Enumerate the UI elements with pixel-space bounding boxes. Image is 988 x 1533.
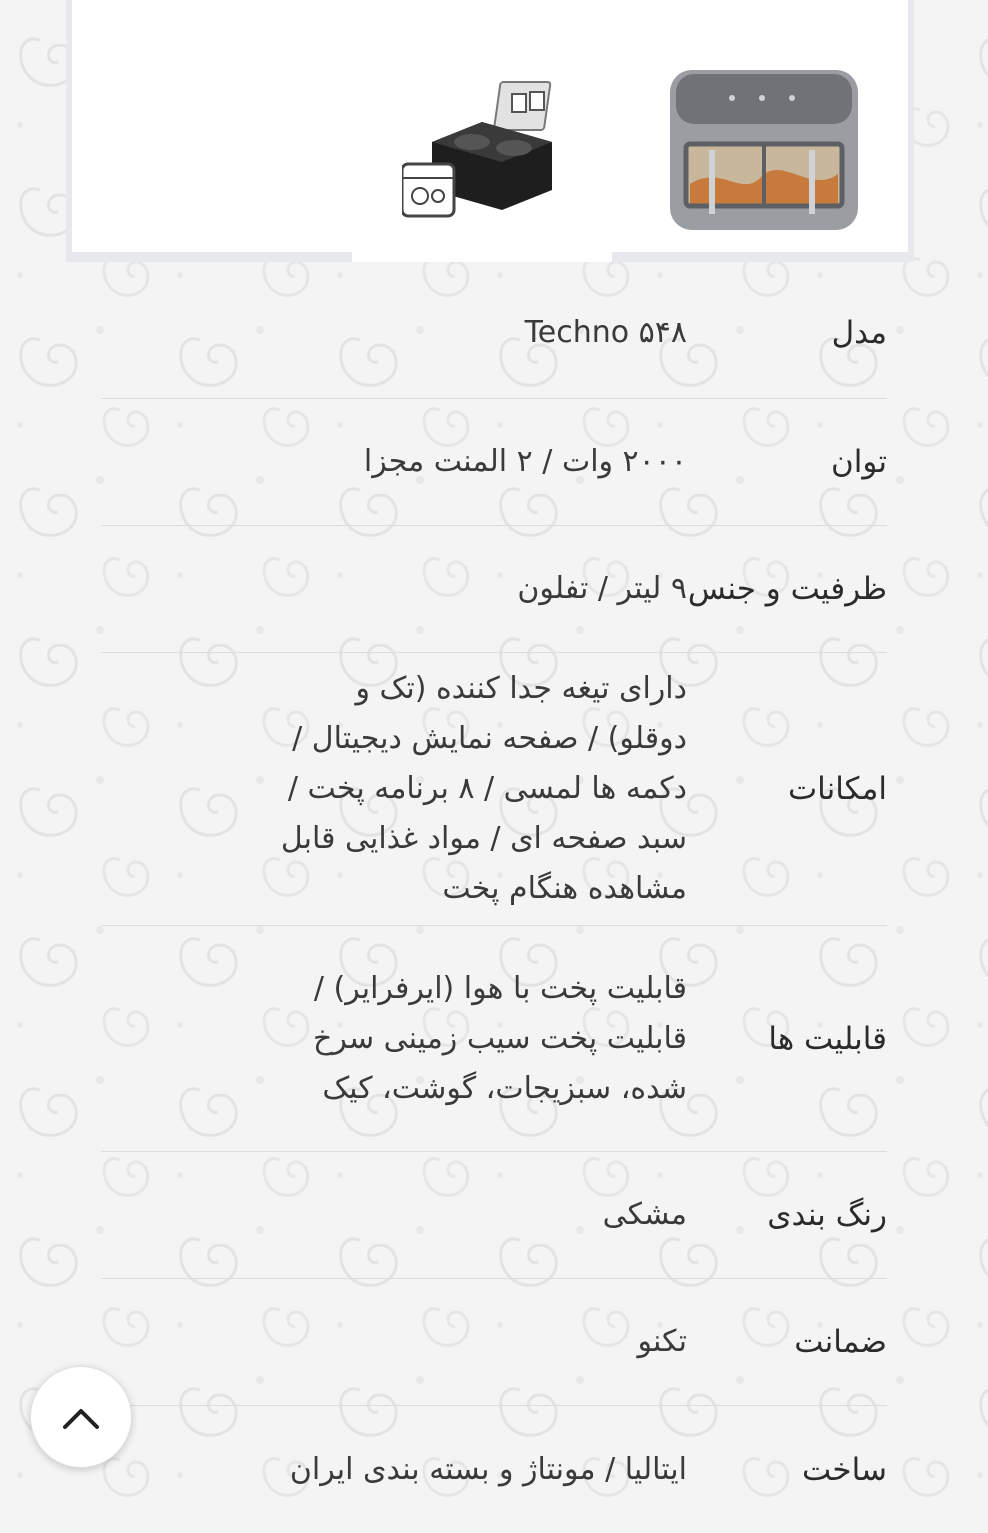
spec-label: قابلیت ها xyxy=(768,1020,887,1057)
spec-value: ۲۰۰۰ وات / ۲ المنت مجزا xyxy=(363,444,687,479)
spec-value: دارای تیغه جدا کننده (تک و دوقلو) / صفحه نمایش دیجیتال / دکمه ها لمسی / ۸ برنامه پخت / سبد صفحه ای / مواد غذایی قابل مشاهده هنگام پخت xyxy=(280,671,687,906)
model-value: Techno ۵۴۸ xyxy=(524,315,687,350)
panel-bottom-border xyxy=(72,252,352,262)
spec-row-model xyxy=(101,268,887,399)
air-fryer-image xyxy=(662,64,862,236)
spec-label: مدل xyxy=(831,315,887,351)
spec-value: ایتالیا / مونتاژ و بسته بندی ایران xyxy=(289,1451,687,1487)
spec-label: رنگ بندی xyxy=(767,1197,887,1233)
spec-row-origin xyxy=(101,1406,887,1533)
spec-row-features xyxy=(101,653,887,926)
panel-bottom-border xyxy=(612,252,908,262)
spec-value: ۹ لیتر / تفلون xyxy=(517,571,687,606)
dishwasher-basket-image xyxy=(402,72,572,222)
spec-row-capacity xyxy=(101,526,887,653)
spec-value: قابلیت پخت با هوا (ایرفرایر) / قابلیت پخت سیب زمینی سرخ شده، سبزیجات، گوشت، کیک xyxy=(313,970,687,1106)
spec-label: ضمانت xyxy=(794,1324,887,1360)
spec-value: مشکی xyxy=(602,1197,687,1232)
product-image-panel xyxy=(66,0,914,262)
spec-value xyxy=(101,308,687,358)
spec-row-warranty xyxy=(101,1279,887,1406)
chevron-up-icon xyxy=(61,1403,101,1431)
spec-value: تکنو xyxy=(637,1324,687,1359)
spec-row-power xyxy=(101,399,887,526)
spec-label: توان xyxy=(830,444,887,480)
spec-label: امکانات xyxy=(787,771,887,807)
spec-table xyxy=(101,268,887,1533)
spec-row-color xyxy=(101,1152,887,1279)
scroll-to-top-button[interactable] xyxy=(30,1366,132,1468)
spec-label: ساخت xyxy=(801,1451,887,1488)
spec-row-capabilities xyxy=(101,926,887,1152)
spec-label: ظرفیت و جنس xyxy=(687,571,887,607)
